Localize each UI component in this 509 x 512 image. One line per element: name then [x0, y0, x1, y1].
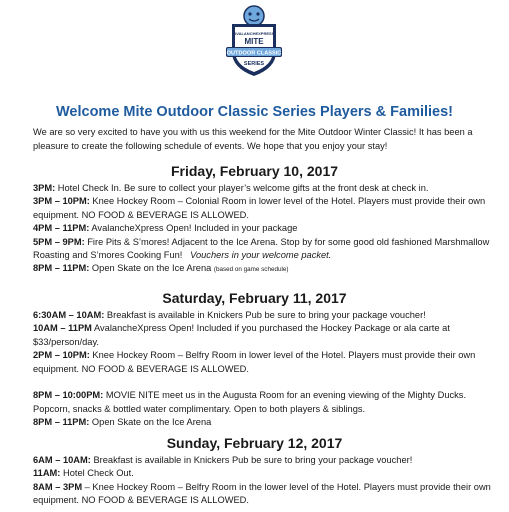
entry-text: – Knee Hockey Room – Belfry Room in the lower level of the Hotel. Players must provide their own equipment. NO FOOD & BEVERAGE IS ALLOWED.	[33, 481, 491, 506]
entry-text: Breakfast is available in Knickers Pub be sure to bring your package voucher!	[104, 310, 426, 320]
entry-text: Hotel Check Out.	[60, 468, 134, 479]
entry-time: 3PM – 10PM:	[33, 196, 90, 207]
logo-bottom-text: SERIES	[243, 61, 265, 67]
entry-text: Open Skate on the Ice Arena	[89, 263, 212, 274]
entry-time: 4PM – 11PM:	[33, 223, 90, 234]
schedule-entry	[33, 195, 495, 222]
mite-outdoor-classic-series-logo	[222, 4, 286, 78]
entry-text: Knee Hockey Room – Belfry Room in lower level of the Hotel. Players must provide their own equipment. NO FOOD & BEVERAGE IS ALLOWED.	[33, 350, 476, 374]
entry-time: 3PM:	[33, 183, 56, 193]
entry-text: AvalancheXpress Open! Included if you purchased the Hockey Package or ala carte at $33/person/day.	[33, 323, 450, 347]
spacer	[33, 376, 495, 389]
entry-time: 8AM – 3PM	[33, 481, 83, 492]
entry-text: Breakfast is available in Knickers Pub be sure to bring your package voucher!	[90, 455, 413, 465]
entry-time: 8PM – 11PM:	[33, 417, 90, 428]
entry-time: 6AM – 10AM:	[33, 455, 91, 465]
logo-small-text: AVALANCHEXPRESS	[233, 31, 275, 36]
friday-heading: Friday, February 10, 2017	[170, 163, 339, 179]
entry-time: 11AM:	[33, 468, 61, 479]
schedule-entry	[33, 349, 495, 376]
entry-small-note: (based on game schedule)	[213, 266, 289, 274]
schedule-entry	[33, 322, 495, 349]
schedule-entry	[33, 454, 495, 467]
entry-time: 8PM – 10:00PM:	[33, 390, 104, 401]
entry-time: 2PM – 10PM:	[33, 350, 90, 361]
intro-paragraph: We are so very excited to have you with us this weekend for the Mite Outdoor Winter Classic! It has been a pleasure to create the following schedule of events. We hope that you enjoy your stay!	[33, 127, 473, 151]
sunday-heading: Sunday, February 12, 2017	[166, 435, 343, 451]
saturday-schedule	[33, 309, 495, 430]
saturday-heading: Saturday, February 11, 2017	[162, 290, 347, 306]
schedule-entry	[33, 262, 495, 276]
entry-text: Open Skate on the Ice Arena	[89, 417, 212, 428]
schedule-entry	[33, 309, 495, 322]
logo-top-text: MITE	[244, 37, 264, 46]
entry-time: 8PM – 11PM:	[33, 263, 90, 274]
entry-text: Knee Hockey Room – Colonial Room in lower level of the Hotel. Players must provide their own equipment. NO FOOD & BEVERAGE IS ALLOWED.	[33, 196, 486, 220]
friday-schedule	[33, 182, 495, 277]
entry-text: Fire Pits & S’mores! Adjacent to the Ice Arena. Stop by for some good old fashioned Marshmallow Roasting and S’mores Cooking Fun!	[33, 236, 490, 261]
entry-note: Vouchers in your welcome packet.	[190, 250, 332, 261]
schedule-entry	[33, 467, 495, 480]
entry-time: 5PM – 9PM:	[33, 236, 85, 247]
entry-text: MOVIE NITE meet us in the Augusta Room for an evening viewing of the Mighty Ducks. Popcorn, snacks & bottled water complimentary. Open to both players & siblings.	[33, 390, 467, 414]
schedule-entry	[33, 416, 495, 429]
schedule-entry	[33, 222, 495, 235]
page-title: Welcome Mite Outdoor Classic Series Players & Families!	[55, 104, 454, 120]
entry-time: 6:30AM – 10AM:	[33, 310, 105, 320]
schedule-entry	[33, 389, 495, 416]
schedule-entry	[33, 182, 495, 195]
entry-text: Hotel Check In. Be sure to collect your player’s welcome gifts at the front desk at check in.	[55, 183, 429, 193]
sunday-schedule	[33, 454, 495, 508]
schedule-entry	[33, 236, 495, 263]
entry-text: AvalancheXpress Open! Included in your package	[89, 223, 298, 234]
logo-band-text: OUTDOOR CLASSIC	[226, 50, 282, 57]
mascot-icon	[244, 6, 264, 26]
entry-time: 10AM – 11PM	[33, 323, 92, 334]
schedule-entry	[33, 481, 495, 508]
